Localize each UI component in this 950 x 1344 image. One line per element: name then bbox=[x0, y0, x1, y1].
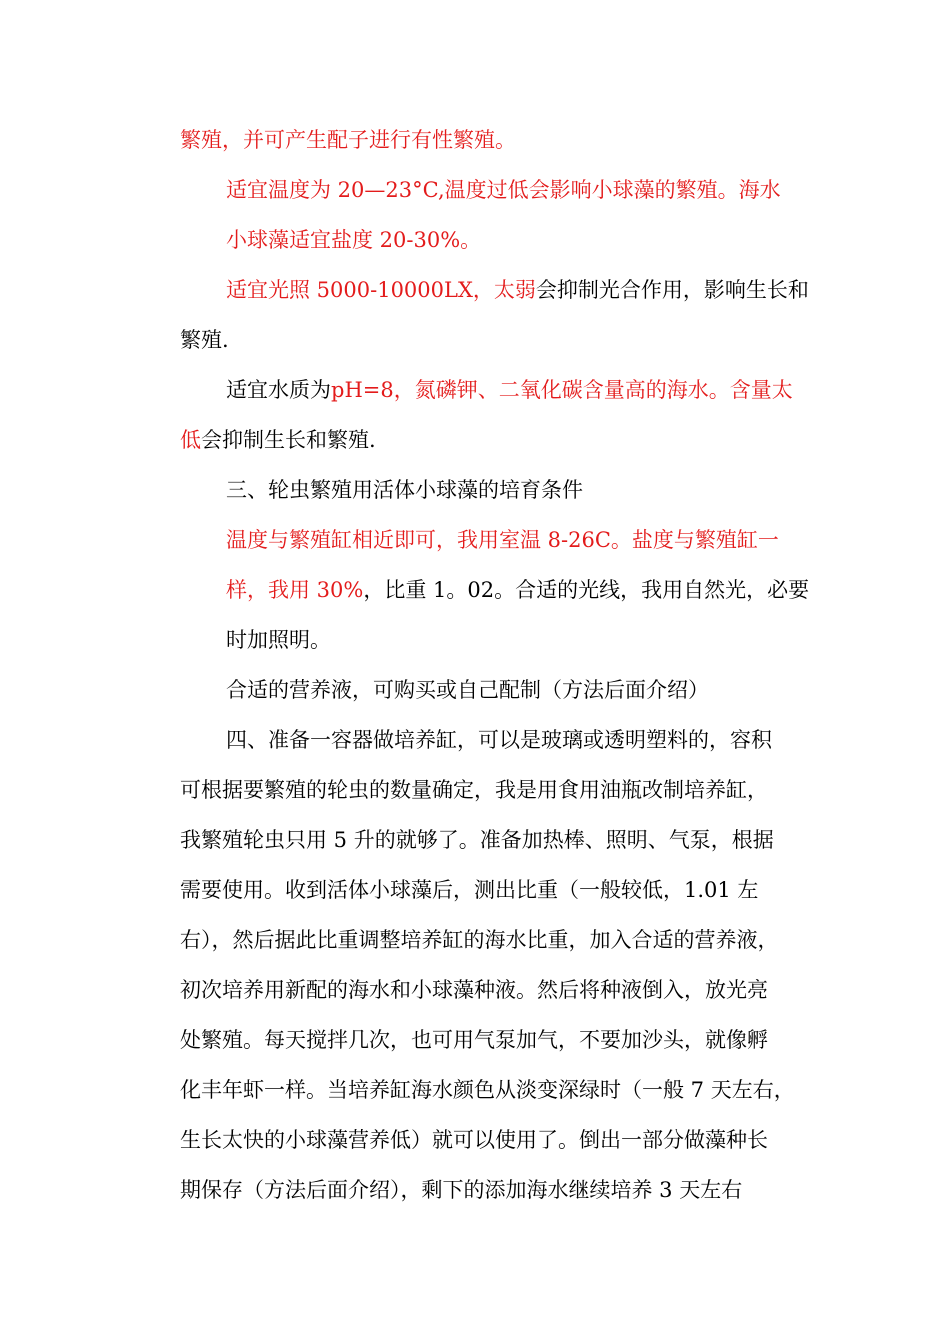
text-line-10 bbox=[226, 576, 809, 604]
red-text: 温度与繁殖缸相近即可，我用室温 8-26C。盐度与繁殖缸一 bbox=[226, 528, 779, 552]
red-text: 适宜光照 5000-10000LX，太弱 bbox=[226, 278, 536, 302]
text-line-14 bbox=[180, 776, 768, 804]
red-text: 低 bbox=[180, 428, 201, 452]
body-text: ，比重 1。02。合适的光线，我用自然光，必要 bbox=[363, 578, 810, 602]
body-text: 三、轮虫繁殖用活体小球藻的培育条件 bbox=[226, 478, 583, 502]
text-line-15 bbox=[180, 826, 774, 854]
body-text: 需要使用。收到活体小球藻后，测出比重（一般较低，1.01 左 bbox=[180, 878, 759, 902]
text-line-20 bbox=[180, 1076, 795, 1104]
text-line-2 bbox=[226, 176, 781, 204]
text-line-9 bbox=[226, 526, 779, 554]
text-line-16 bbox=[180, 876, 758, 904]
body-text: 期保存（方法后面介绍），剩下的添加海水继续培养 3 天左右 bbox=[180, 1178, 743, 1202]
body-text: 生长太快的小球藻营养低）就可以使用了。倒出一部分做藻种长 bbox=[180, 1128, 768, 1152]
body-text: 适宜水质为 bbox=[226, 378, 331, 402]
red-text: pH=8，氮磷钾、二氧化碳含量高的海水。含量太 bbox=[331, 378, 793, 402]
text-line-22 bbox=[180, 1176, 742, 1204]
text-line-19 bbox=[180, 1026, 768, 1054]
body-text: 我繁殖轮虫只用 5 升的就够了。准备加热棒、照明、气泵，根据 bbox=[180, 828, 774, 852]
red-text: 小球藻适宜盐度 20-30%。 bbox=[226, 228, 482, 252]
text-line-12 bbox=[226, 676, 709, 704]
red-text: 适宜温度为 20—23°C,温度过低会影响小球藻的繁殖。海水 bbox=[226, 178, 781, 202]
text-line-4 bbox=[226, 276, 809, 304]
body-text: 可根据要繁殖的轮虫的数量确定，我是用食用油瓶改制培养缸， bbox=[180, 778, 768, 802]
red-text: 繁殖，并可产生配子进行有性繁殖。 bbox=[180, 128, 516, 152]
text-line-1 bbox=[180, 126, 516, 154]
section-heading-4 bbox=[226, 726, 772, 754]
body-text: 合适的营养液，可购买或自己配制（方法后面介绍） bbox=[226, 678, 709, 702]
red-text: 样，我用 30% bbox=[226, 578, 364, 602]
text-line-21 bbox=[180, 1126, 768, 1154]
body-text: 时加照明。 bbox=[226, 628, 331, 652]
body-text: 繁殖. bbox=[180, 328, 229, 352]
body-text: 初次培养用新配的海水和小球藻种液。然后将种液倒入，放光亮 bbox=[180, 978, 768, 1002]
text-line-18 bbox=[180, 976, 768, 1004]
text-line-7 bbox=[180, 426, 376, 454]
body-text: 处繁殖。每天搅拌几次，也可用气泵加气，不要加沙头，就像孵 bbox=[180, 1028, 768, 1052]
text-line-11 bbox=[226, 626, 331, 654]
body-text: 化丰年虾一样。当培养缸海水颜色从淡变深绿时（一般 7 天左右， bbox=[180, 1078, 795, 1102]
body-text: 会抑制生长和繁殖. bbox=[201, 428, 376, 452]
body-text: 会抑制光合作用，影响生长和 bbox=[535, 278, 809, 302]
text-line-6 bbox=[226, 376, 793, 404]
body-text: 四、准备一容器做培养缸，可以是玻璃或透明塑料的，容积 bbox=[226, 728, 772, 752]
section-heading-3 bbox=[226, 476, 583, 504]
text-line-5 bbox=[180, 326, 229, 354]
text-line-17 bbox=[180, 926, 779, 954]
text-line-3 bbox=[226, 226, 481, 254]
body-text: 右），然后据此比重调整培养缸的海水比重，加入合适的营养液， bbox=[180, 928, 779, 952]
